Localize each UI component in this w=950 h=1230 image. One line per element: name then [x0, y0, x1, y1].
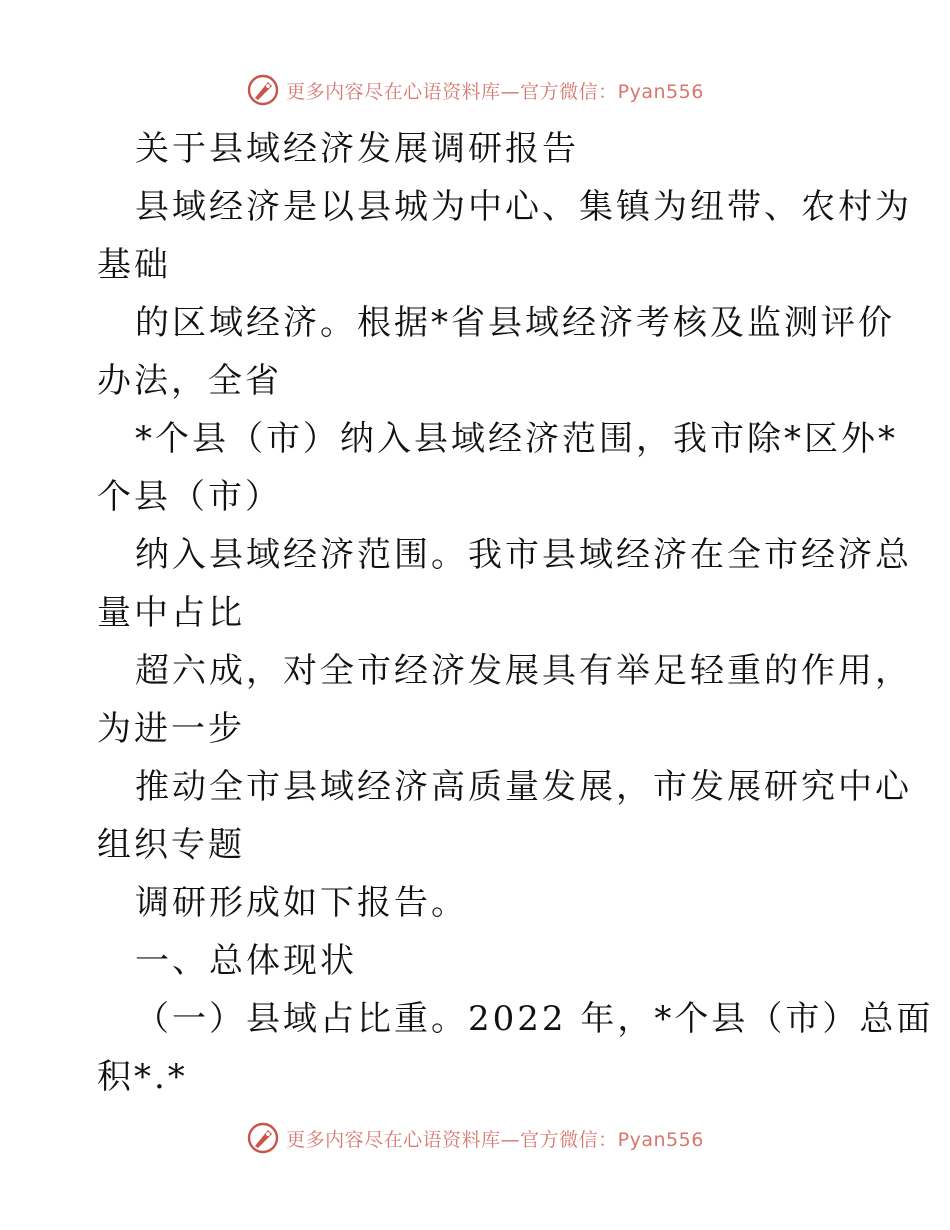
paragraph-line: 调研形成如下报告。 — [135, 883, 468, 923]
document-title: 关于县域经济发展调研报告 — [135, 129, 579, 169]
pen-nib-logo-icon — [246, 1121, 280, 1155]
paragraph-line: 积*.* — [97, 1057, 188, 1097]
paragraph-line: 推动全市县域经济高质量发展，市发展研究中心 — [135, 767, 912, 807]
footer-watermark — [0, 1118, 950, 1158]
watermark-text: 更多内容尽在心语资料库—官方微信：Pyan556 — [286, 1128, 704, 1151]
paragraph-line: 县域经济是以县城为中心、集镇为纽带、农村为 — [135, 187, 912, 227]
header-watermark — [0, 70, 950, 110]
paragraph-line: 的区域经济。根据*省县域经济考核及监测评价 — [135, 303, 895, 343]
paragraph-line: 组织专题 — [97, 825, 245, 865]
section-heading: 一、总体现状 — [135, 941, 357, 981]
watermark-text: 更多内容尽在心语资料库—官方微信：Pyan556 — [286, 80, 704, 103]
paragraph-line: 纳入县域经济范围。我市县域经济在全市经济总 — [135, 535, 912, 575]
paragraph-line: 为进一步 — [97, 709, 245, 749]
paragraph-line: 个县（市） — [97, 477, 282, 517]
pen-nib-logo-icon — [246, 73, 280, 107]
paragraph-line: *个县（市）纳入县域经济范围，我市除*区外* — [135, 419, 898, 459]
paragraph-line: 办法，全省 — [97, 361, 282, 401]
paragraph-line: （一）县域占比重。2022 年，*个县（市）总面 — [135, 999, 934, 1039]
document-body — [97, 120, 934, 1106]
paragraph-line: 量中占比 — [97, 593, 245, 633]
paragraph-line: 超六成，对全市经济发展具有举足轻重的作用， — [135, 651, 912, 691]
paragraph-line: 基础 — [97, 245, 171, 285]
